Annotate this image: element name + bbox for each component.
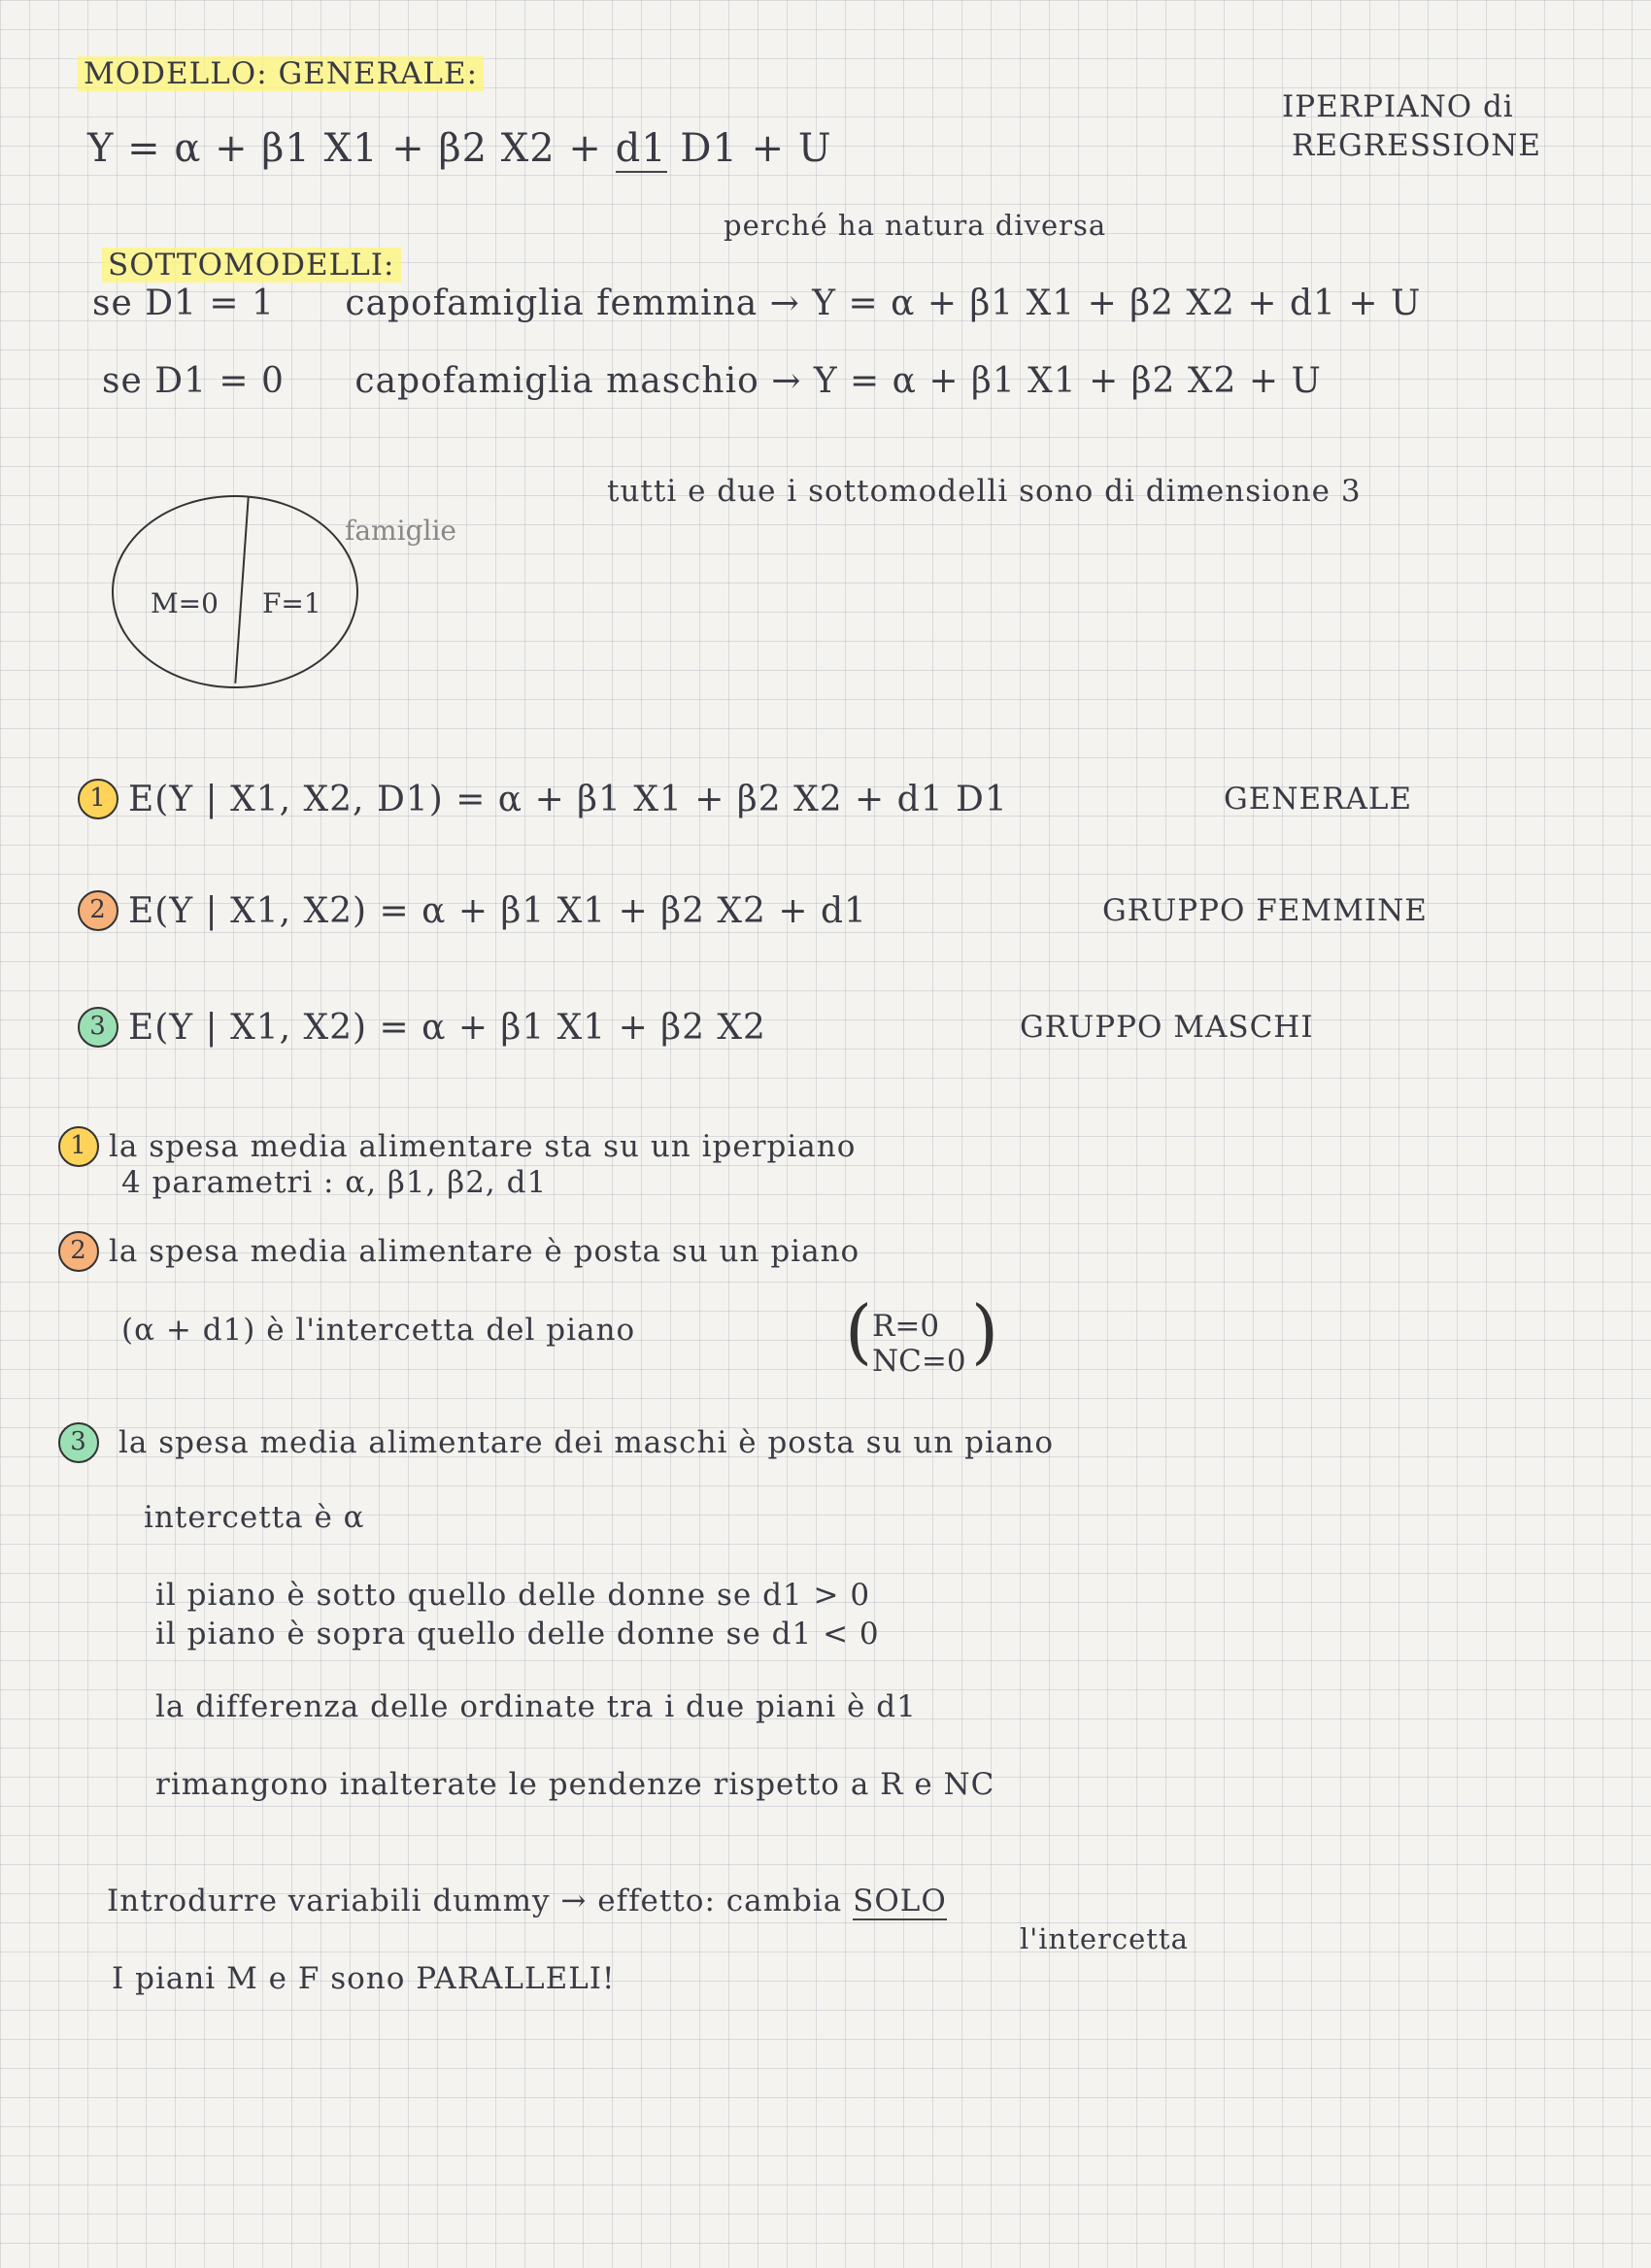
circled-number-3: 3 (78, 1007, 118, 1048)
submodel-row-2 (102, 361, 1322, 401)
note-1-line-1: la spesa media alimentare sta su un iperpiano (109, 1129, 857, 1164)
expectation-row-1 (78, 777, 1008, 819)
note-2-condition-1: R=0 (872, 1309, 940, 1344)
expectation-label-2: GRUPPO FEMMINE (1102, 893, 1428, 928)
note-2-open-paren: ( (845, 1290, 873, 1372)
note-2-close-paren: ) (971, 1290, 999, 1372)
families-male-label: M=0 (151, 587, 219, 619)
circled-number-2: 2 (78, 890, 118, 931)
page-title-text: MODELLO: GENERALE: (78, 56, 484, 91)
expectation-row-3 (78, 1005, 766, 1048)
expectation-row-2 (78, 888, 867, 931)
general-equation-dummy: d1 (615, 126, 667, 171)
note-2-line-2 (121, 1313, 635, 1348)
submodel-row-1 (92, 284, 1421, 323)
note-3-line-4: il piano è sopra quello delle donne se d1 < 0 (155, 1617, 880, 1651)
general-equation (87, 126, 832, 171)
submodel-row-1-condition: se D1 = 1 (92, 284, 275, 323)
note-3-line-1: la spesa media alimentare dei maschi è posta su un piano (118, 1425, 1055, 1460)
note-2-intercept-text: è l'intercetta del piano (255, 1313, 636, 1348)
note-2-condition-2: NC=0 (872, 1344, 966, 1379)
note-1-line-2: 4 parametri : α, β1, β2, d1 (121, 1165, 548, 1200)
note-2-conditions (872, 1309, 966, 1379)
note-2-line-1: la spesa media alimentare è posta su un piano (109, 1234, 860, 1269)
note-3-line-3: il piano è sotto quello delle donne se d1 > 0 (155, 1578, 871, 1613)
families-label: famiglie (345, 515, 456, 547)
page-title (78, 56, 484, 91)
conclusion-subnote: l'intercetta (1020, 1922, 1189, 1955)
families-female-label: F=1 (262, 587, 321, 619)
conclusion-line-1 (107, 1884, 947, 1918)
general-equation-lhs: Y = α + β1 X1 + β2 X2 + (87, 126, 616, 171)
note-3 (58, 1422, 1054, 1463)
conclusion-line-1-text: Introdurre variabili dummy → effetto: cambia (107, 1884, 854, 1918)
submodel-row-1-desc: capofamiglia femmina → Y = α + β1 X1 + β2 X2 + d1 + U (345, 284, 1422, 323)
conclusion-line-2: I piani M e F sono PARALLELI! (112, 1961, 616, 1996)
note-3-number: 3 (58, 1422, 99, 1463)
note-2-intercept: (α + d1) (121, 1313, 256, 1348)
note-1-number: 1 (58, 1126, 99, 1167)
note-3-line-2: intercetta è α (144, 1500, 365, 1535)
submodel-row-2-condition: se D1 = 0 (102, 361, 285, 401)
general-equation-note: perché ha natura diversa (724, 209, 1107, 242)
side-note-line-2: REGRESSIONE (1292, 128, 1542, 163)
note-2-number: 2 (58, 1231, 99, 1272)
expectation-formula-1: E(Y | X1, X2, D1) = α + β1 X1 + β2 X2 + d1 D1 (128, 779, 1008, 819)
expectation-formula-3: E(Y | X1, X2) = α + β1 X1 + β2 X2 (128, 1007, 766, 1048)
note-3-line-5: la differenza delle ordinate tra i due piani è d1 (155, 1689, 917, 1724)
submodels-title-text: SOTTOMODELLI: (102, 248, 401, 283)
note-1 (58, 1126, 856, 1167)
note-2 (58, 1231, 859, 1272)
expectation-formula-2: E(Y | X1, X2) = α + β1 X1 + β2 X2 + d1 (128, 890, 867, 931)
general-equation-rhs: D1 + U (666, 126, 832, 171)
conclusion-solo: SOLO (853, 1884, 947, 1918)
circled-number-1: 1 (78, 779, 118, 819)
dimension-note: tutti e due i sottomodelli sono di dimensione 3 (607, 474, 1362, 509)
submodels-title (102, 248, 401, 283)
note-3-line-6: rimangono inalterate le pendenze rispetto a R e NC (155, 1767, 995, 1802)
side-note-line-1: IPERPIANO di (1282, 89, 1514, 124)
submodel-row-2-desc: capofamiglia maschio → Y = α + β1 X1 + β2 X2 + U (354, 361, 1322, 401)
expectation-label-1: GENERALE (1224, 782, 1413, 817)
expectation-label-3: GRUPPO MASCHI (1020, 1010, 1314, 1045)
